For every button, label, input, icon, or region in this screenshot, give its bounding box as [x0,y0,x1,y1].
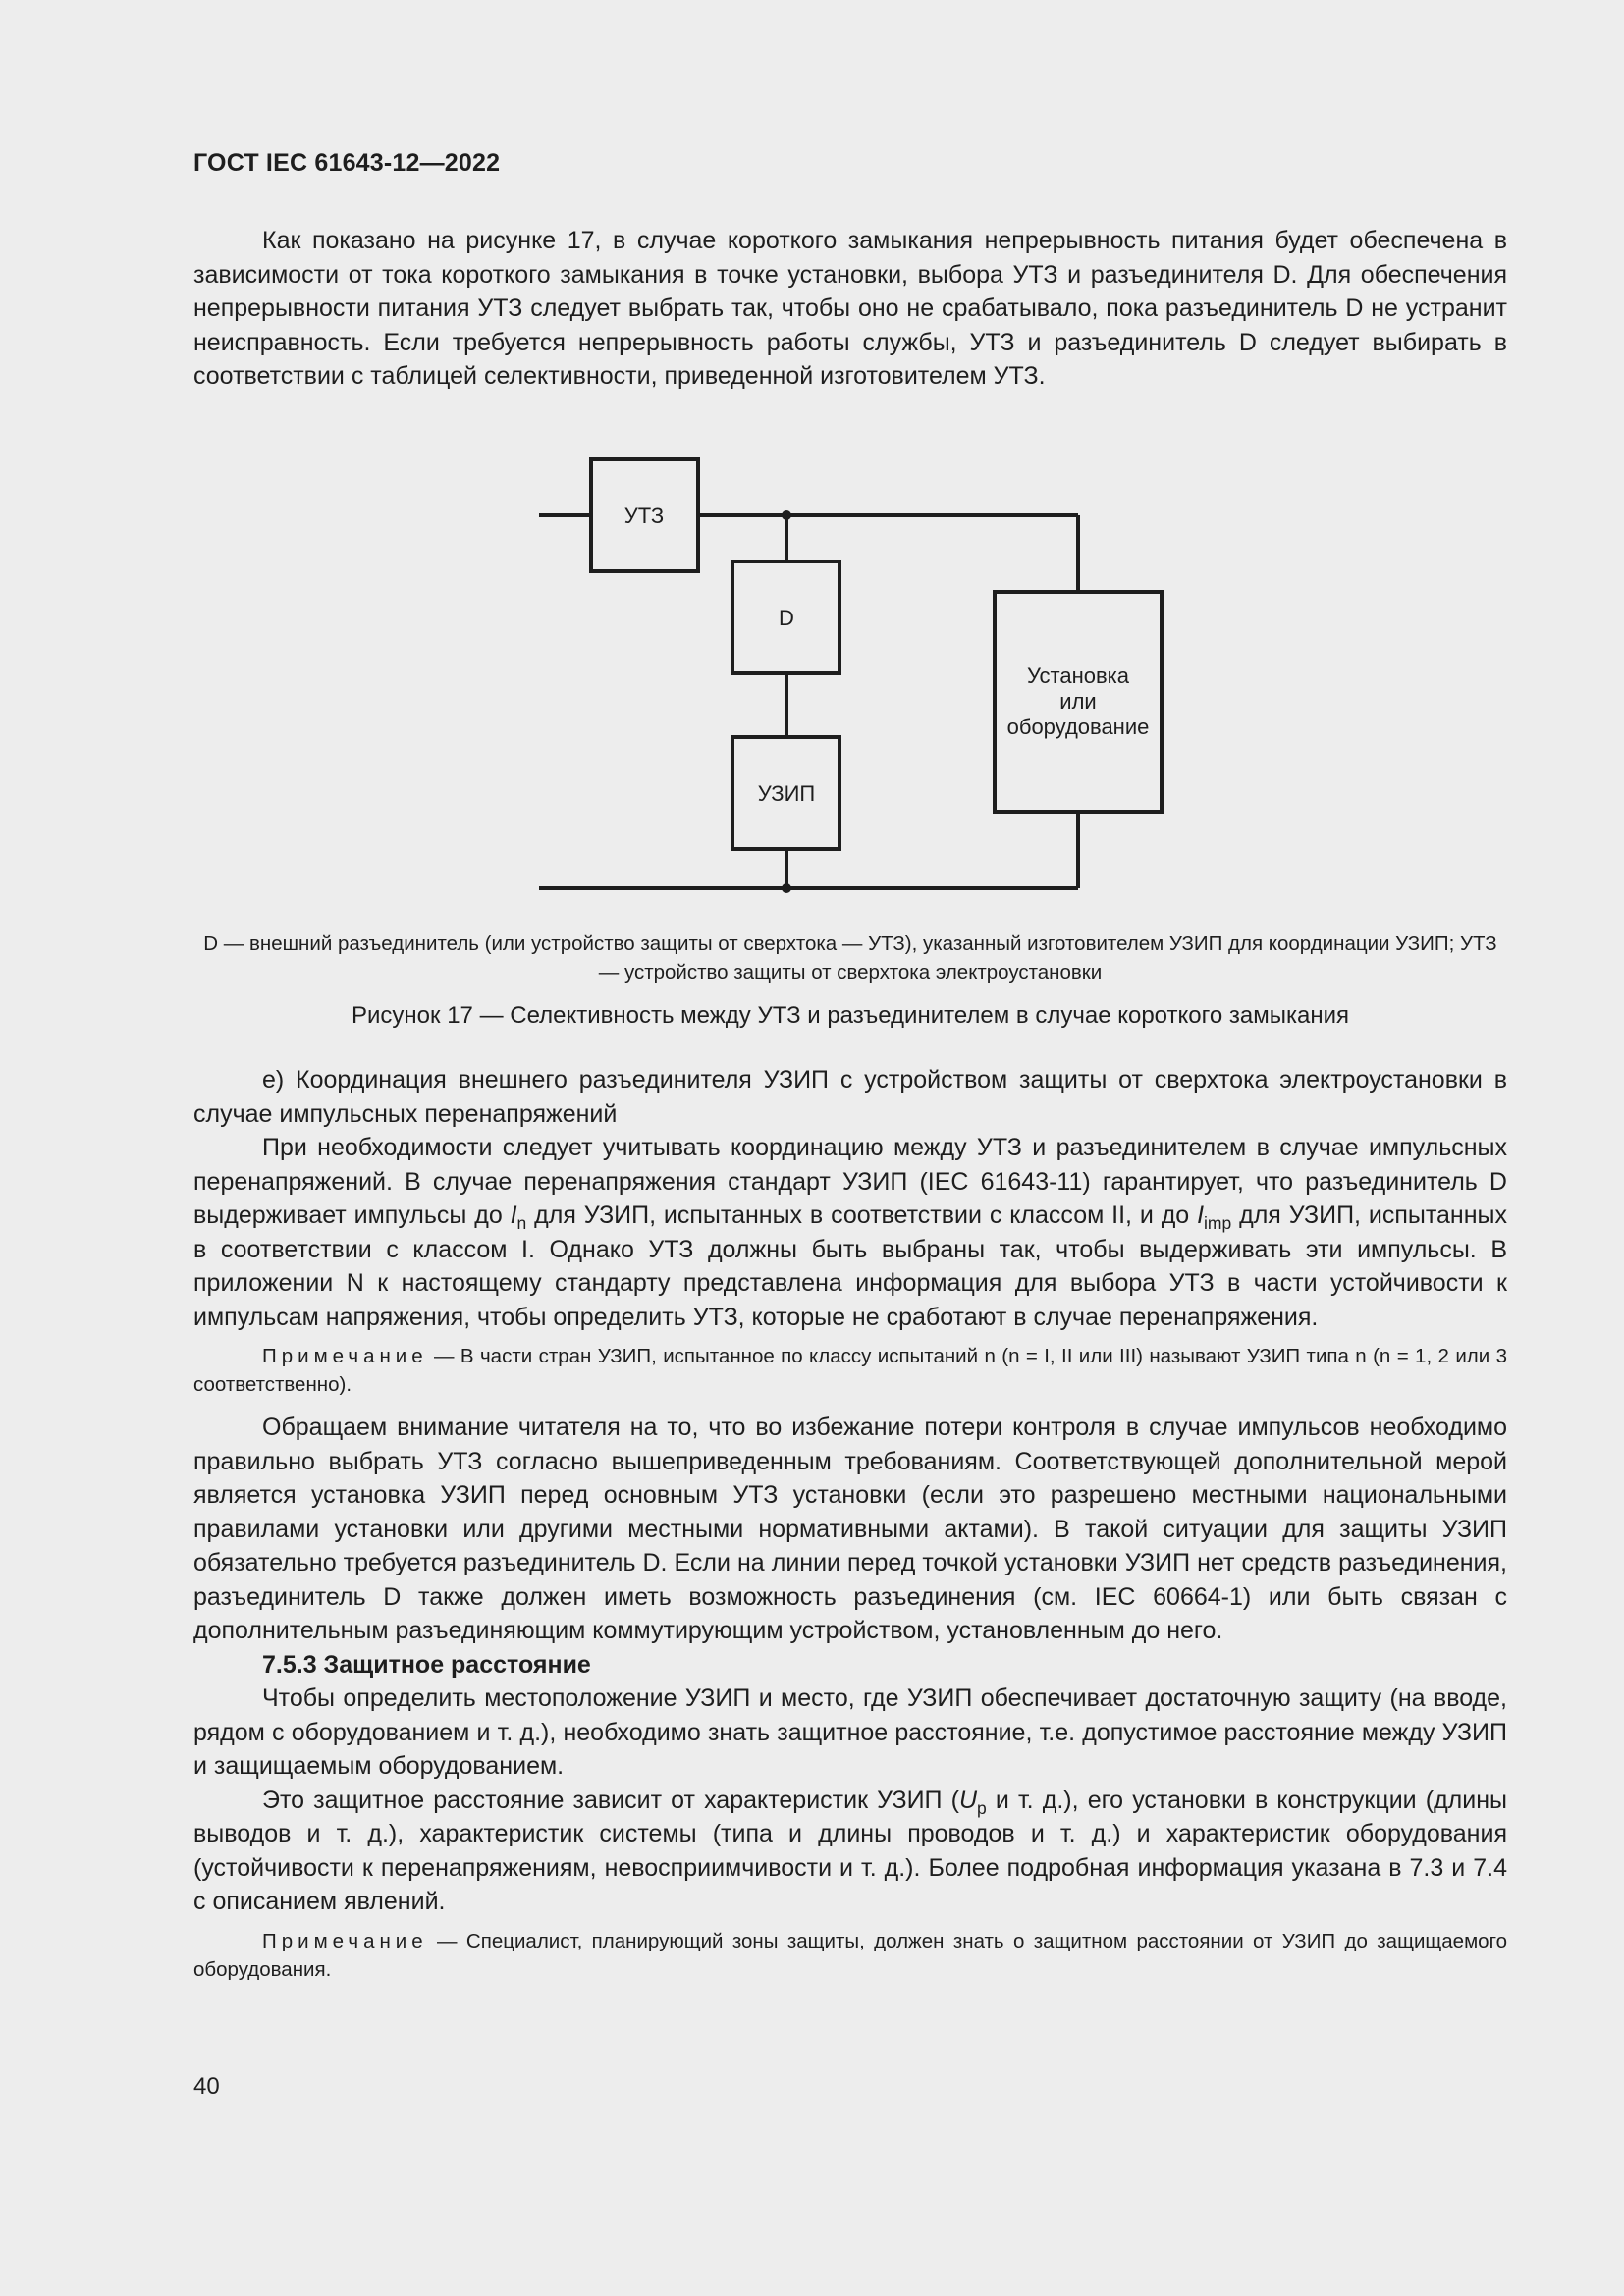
uts-label: УТЗ [623,504,665,528]
paragraph-intro: Как показано на рисунке 17, в случае короткого замыкания непрерывность питания будет обеспечена в зависимости от тока короткого замыкания в точке установки, выбора УТЗ и разъединителя D. Для обеспечения непрерывности питания УТЗ следует выбрать так, чтобы оно не срабатывало, пока разъединитель D не устранит неисправность. Если требуется непрерывность работы службы, УТЗ и разъединитель D следует выбирать в соответствии с таблицей селективности, приведенной изготовителем УТЗ. [193,227,1507,390]
note-1: Примечание — В части стран УЗИП, испытанное по классу испытаний n (n = I, II или III) называют УЗИП типа n (n = 1, 2 или 3 соответственно). [193,1345,1507,1396]
document-header: ГОСТ IEC 61643-12—2022 [193,149,501,177]
note-2: Примечание — Специалист, планирующий зоны защиты, должен знать о защитном расстоянии от УЗИП до защищаемого оборудования. [193,1929,1507,1981]
d-label: D [779,606,794,630]
figure-caption: Рисунок 17 — Селективность между УТЗ и разъединителем в случае короткого замыкания [352,1002,1349,1029]
installation-label-line2: или [1059,689,1097,714]
page-number: 40 [193,2073,220,2100]
installation-label-line1: Установка [1027,664,1129,688]
junction-bottom [782,883,791,893]
uzip-label: УЗИП [757,781,816,806]
figure-17-diagram [530,447,1178,908]
paragraph-attention: Обращаем внимание читателя на то, что во избежание потери контроля в случае импульсов необходимо правильно выбрать УТЗ согласно вышеприведенным требованиям. Соответствующей дополнительной мерой является установка УЗИП перед основным УТЗ установки (если это разрешено местными национальными правилами установки или другими местными нормативными актами). В такой ситуации для защиты УЗИП обязательно требуется разъединитель D. Если на линии перед точкой установки УЗИП нет средств разъединения, разъединитель D также должен иметь возможность разъединения (см. IEC 60664-1) или быть связан с дополнительным разъединяющим коммутирующим устройством, установленным до него. [193,1414,1507,1644]
paragraph-distance: Это защитное расстояние зависит от характеристик УЗИП ($U_p$ и т. д.), его установки в конструкции (длины выводов и т. д.), характеристик системы (типа и длины проводов и т. д.) и характеристик оборудования (устойчивости к перенапряжениям, невосприимчивости и т. д.). Более подробная информация указана в 7.3 и 7.4 с описанием явлений. [193,1786,1507,1915]
list-item-e: e) Координация внешнего разъединителя УЗИП с устройством защиты от сверхтока электроустановки в случае импульсных перенапряжений [193,1066,1507,1128]
paragraph-location: Чтобы определить местоположение УЗИП и место, где УЗИП обеспечивает достаточную защиту (на вводе, рядом с оборудованием и т. д.), необходимо знать защитное расстояние, т.е. допустимое расстояние между УЗИП и защищаемым оборудованием. [193,1684,1507,1780]
junction-top [782,510,791,520]
installation-label-line3: оборудование [1006,715,1150,739]
figure-legend: D — внешний разъединитель (или устройство защиты от сверхтока — УТЗ), указанный изготовителем УЗИП для координации УЗИП; УТЗ — устройство защиты от сверхтока электроустановки [203,933,1497,984]
paragraph-coordination: При необходимости следует учитывать координацию между УТЗ и разъединителем в случае импульсных перенапряжений. В случае перенапряжения стандарт УЗИП (IEC 61643-11) гарантирует, что разъединитель D выдерживает импульсы до $I_n$ для УЗИП, испытанных в соответствии с классом II, и до $I_{imp}$ для УЗИП, испытанных в соответствии с классом I. Однако УТЗ должны быть выбраны так, чтобы выдерживать эти импульсы. В приложении N к настоящему стандарту представлена информация для выбора УТЗ в части устойчивости к импульсам напряжения, чтобы определить УТЗ, которые не сработают в случае перенапряжения. [193,1134,1508,1331]
main-text-block [193,1063,1507,1984]
selectivity-circuit-diagram [530,447,1178,908]
section-heading-7-5-3: 7.5.3 Защитное расстояние [262,1650,591,1679]
